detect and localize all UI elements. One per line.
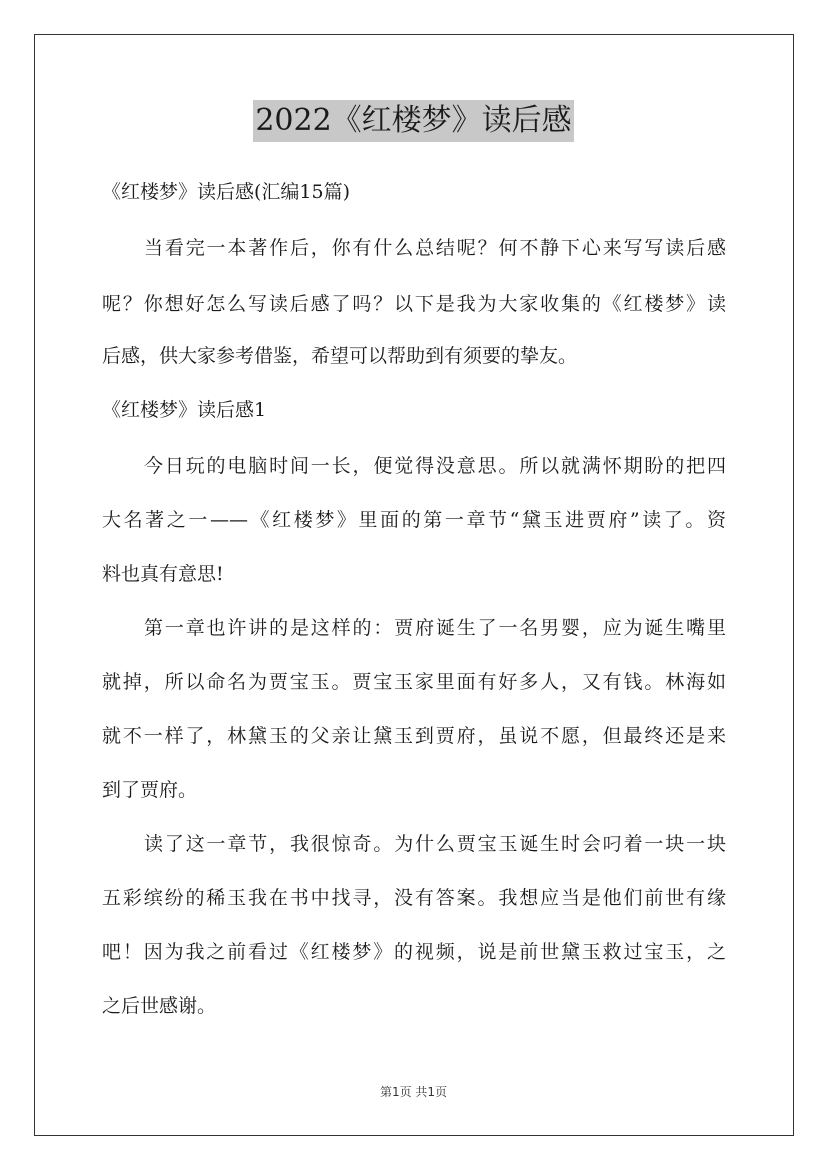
title-container [0,100,827,142]
paragraph-line: 五彩缤纷的稀玉我在书中找寻，没有答案。我想应当是他们前世有缘 [102,887,726,909]
document-title: 2022《红楼梦》读后感 [253,100,573,142]
subtitle: 《红楼梦》读后感(汇编15篇) [102,181,351,203]
paragraph-line: 第一章也许讲的是这样的：贾府诞生了一名男婴，应为诞生嘴里 [144,617,726,639]
intro-line: 当看完一本著作后，你有什么总结呢？何不静下心来写写读后感 [144,237,726,259]
paragraph-line: 吧！因为我之前看过《红楼梦》的视频，说是前世黛玉救过宝玉，之 [102,941,726,963]
paragraph-line: 到了贾府。 [102,779,198,801]
paragraph-line: 就掉，所以命名为贾宝玉。贾宝玉家里面有好多人，又有钱。林海如 [102,671,726,693]
paragraph-line: 料也真有意思! [102,563,224,585]
paragraph-line: 读了这一章节，我很惊奇。为什么贾宝玉诞生时会叼着一块一块 [144,833,726,855]
paragraph-line: 就不一样了，林黛玉的父亲让黛玉到贾府，虽说不愿，但最终还是来 [102,725,726,747]
section-heading: 《红楼梦》读后感1 [102,399,267,421]
paragraph-line: 大名著之一——《红楼梦》里面的第一章节“黛玉进贾府”读了。资 [102,509,726,531]
paragraph-line: 之后世感谢。 [102,995,217,1017]
page-footer: 第1页 共1页 [379,1085,448,1099]
paragraph-line: 今日玩的电脑时间一长，便觉得没意思。所以就满怀期盼的把四 [144,455,726,477]
intro-line: 后感，供大家参考借鉴，希望可以帮助到有须要的挚友。 [102,345,578,367]
intro-line: 呢？你想好怎么写读后感了吗？以下是我为大家收集的《红楼梦》读 [102,293,726,315]
